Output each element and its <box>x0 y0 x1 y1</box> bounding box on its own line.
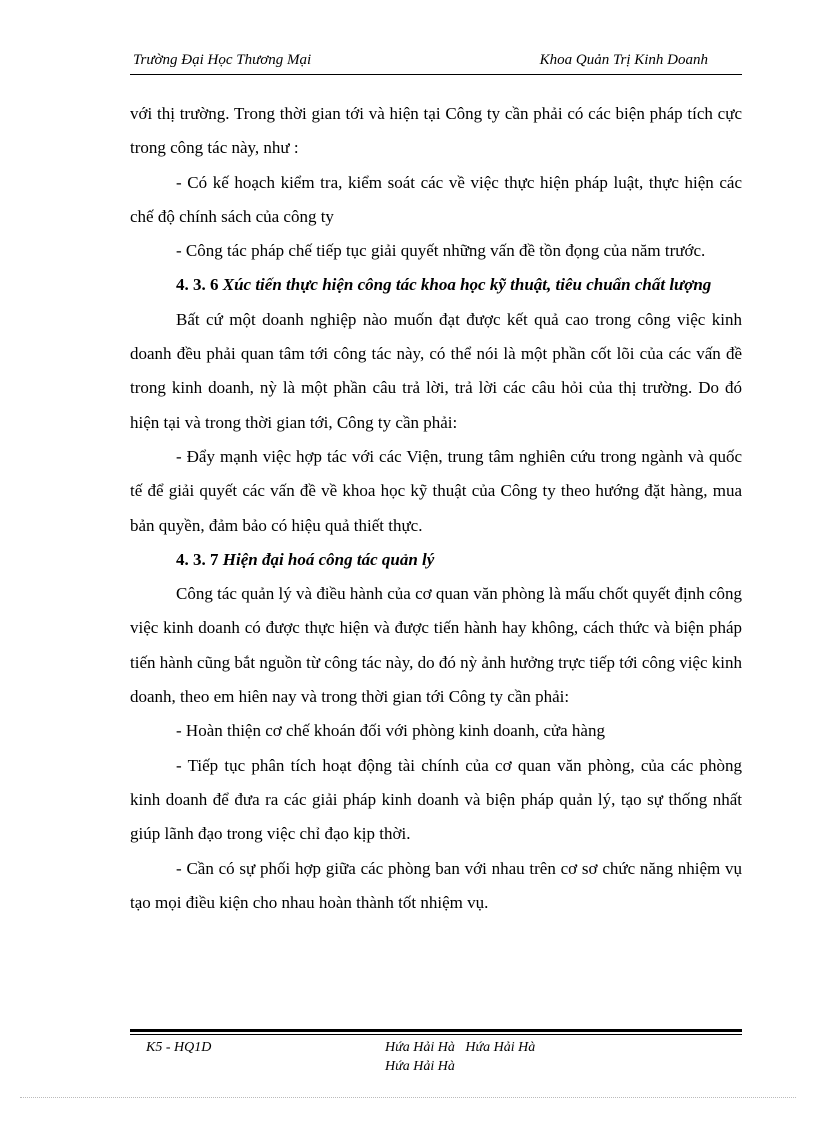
section-title: Xúc tiến thực hiện công tác khoa học kỹ thuật, tiêu chuẩn chất lượng <box>222 275 712 295</box>
footer-class-code: K5 - HQ1D <box>146 1040 212 1055</box>
paragraph: - Tiếp tục phân tích hoạt động tài chính của cơ quan văn phòng, của các phòng kinh doanh để đưa ra các giải pháp kinh doanh và biện pháp quản lý, tạo sự thống nhất giúp lãnh đạo trong việc chỉ đạo kịp thời. <box>130 755 742 844</box>
paragraph: - Công tác pháp chế tiếp tục giải quyết những vấn đề tồn đọng của năm trước. <box>176 241 706 261</box>
header-faculty: Khoa Quản Trị Kinh Doanh <box>539 52 708 68</box>
paragraph: - Có kế hoạch kiểm tra, kiểm soát các về việc thực hiện pháp luật, thực hiện các chế độ chính sách của công ty <box>130 172 742 226</box>
paragraph: - Cần có sự phối hợp giữa các phòng ban với nhau trên cơ sơ chức năng nhiệm vụ tạo mọi điều kiện cho nhau hoàn thành tốt nhiệm vụ. <box>130 858 742 912</box>
header-rule <box>130 74 742 75</box>
paragraph: - Hoàn thiện cơ chế khoán đối với phòng kinh doanh, cửa hàng <box>176 721 605 741</box>
page-bottom-divider <box>20 1097 796 1098</box>
page-header <box>130 52 742 74</box>
paragraph: Bất cứ một doanh nghiệp nào muốn đạt được kết quả cao trong công việc kinh doanh đều phải quan tâm tới công tác này, có thể nói là một phần cốt lõi của các vấn đề trong kinh doanh, nỳ là một phần câu trả lời, trả lời các câu hỏi của thị trường. Do đó hiện tại và trong thời gian tới, Công ty cần phải: <box>130 309 742 432</box>
footer-rule-thick <box>130 1029 742 1032</box>
paragraph: với thị trường. Trong thời gian tới và hiện tại Công ty cần phải có các biện pháp tích cực trong công tác này, như : <box>130 104 742 158</box>
paragraph: - Đẩy mạnh việc hợp tác với các Viện, trung tâm nghiên cứu trong ngành và quốc tế để giải quyết các vấn đề về khoa học kỹ thuật của Công ty theo hướng đặt hàng, mua bản quyền, đảm bảo có hiệu quả thiết thực. <box>130 446 742 535</box>
document-body <box>130 97 742 920</box>
footer-author-line: Hứa Hải Hà Hứa Hải Hà <box>385 1040 536 1055</box>
section-title: Hiện đại hoá công tác quản lý <box>222 549 435 569</box>
section-heading-4-3-6 <box>130 268 742 302</box>
section-heading-4-3-7 <box>130 543 742 577</box>
paragraph: Công tác quản lý và điều hành của cơ quan văn phòng là mấu chốt quyết định công việc kinh doanh có được thực hiện và được tiến hành hay không, cách thức và biện pháp tiến hành cũng bắt nguồn từ công tác này, do đó nỳ ảnh hưởng trực tiếp tới công việc kinh doanh, theo em hiên nay và trong thời gian tới Công ty cần phải: <box>130 584 742 707</box>
section-number: 4. 3. 7 <box>176 549 219 569</box>
footer-author <box>385 1038 535 1076</box>
footer-rule-thin <box>130 1034 742 1035</box>
section-number: 4. 3. 6 <box>176 275 219 295</box>
header-school: Trường Đại Học Thương Mại <box>133 52 312 68</box>
footer-author-line: Hứa Hải Hà <box>385 1059 455 1074</box>
